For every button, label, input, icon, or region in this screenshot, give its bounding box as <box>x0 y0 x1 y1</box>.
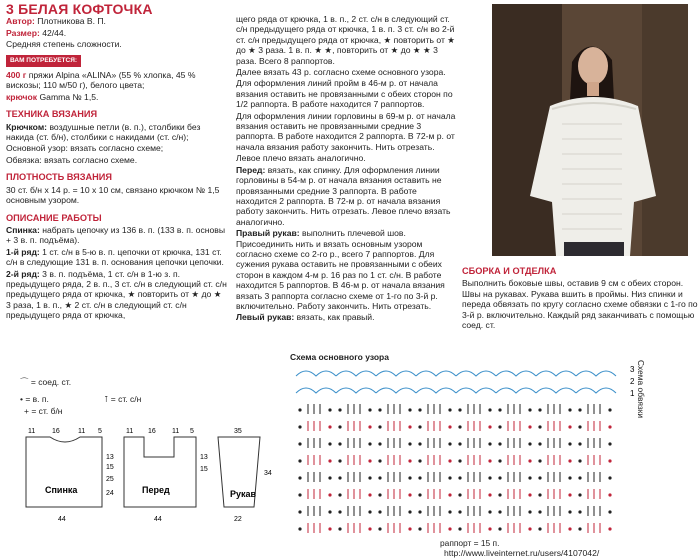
chain-dot <box>488 442 491 445</box>
chain-dot <box>328 425 331 428</box>
back-top-0: 11 <box>28 428 36 435</box>
chain-dot <box>378 425 381 428</box>
chain-dot <box>408 408 411 411</box>
chain-dot <box>528 408 531 411</box>
chain-dot <box>378 476 381 479</box>
model-photo <box>492 4 688 256</box>
chain-dot <box>608 527 611 530</box>
back-bottom: 44 <box>58 516 66 523</box>
col2-para-0: щего ряда от крючка, 1 в. п., 2 ст. с/н в следующий ст. с/н предыдущего ряда от крючка, 1 в. п. 3 ст. с/н во 2-й ст. с/н предыдущего ряда от крючка, ★ повторить от ★ до ★ 3 раза. 1 в. п. ★ ★, повторить от ★ до ★ ★ 3 раза. Всего 8 раппортов. <box>236 14 455 66</box>
chain-dot <box>568 442 571 445</box>
chain-dot <box>378 510 381 513</box>
chain-dot <box>408 442 411 445</box>
chain-dot <box>298 527 301 530</box>
back-top-1: 16 <box>52 428 60 435</box>
schema-side-label: Схема обвязки <box>636 360 646 419</box>
chain-dot <box>298 459 301 462</box>
chain-dot <box>298 442 301 445</box>
title-prefix: БЕЛАЯ <box>18 1 69 17</box>
chain-dot <box>568 425 571 428</box>
front-outline <box>124 437 196 507</box>
edging-arc <box>376 388 416 393</box>
chain-dot <box>528 476 531 479</box>
chain-dot <box>378 459 381 462</box>
chain-dot <box>458 442 461 445</box>
assembly-heading: СБОРКА И ОТДЕЛКА <box>462 266 557 276</box>
edging-arc <box>536 388 576 393</box>
chain-dot <box>328 459 331 462</box>
front-top-2: 11 <box>172 428 180 435</box>
chain-dot <box>528 442 531 445</box>
row2-text: 2-й ряд: 3 в. п. подъёма, 1 ст. с/н в 1-ю з. п. предыдущего ряда, 2 в. п., 3 ст. с/н в следующий ст. с/н предыдущего ряда от крючка, ★ повторить от ★ до ★ 3 раза, 1 в. п., ★ 2 ст. с/н в следующий ст. с/н предыдущего ряда от крючка, <box>6 268 227 321</box>
edging-arc <box>336 388 376 393</box>
chain-dot <box>448 476 451 479</box>
chain-dot <box>538 527 541 530</box>
chain-dot <box>608 442 611 445</box>
chain-dot <box>408 476 411 479</box>
edging-arc <box>376 371 416 376</box>
chain-dot <box>568 527 571 530</box>
front-top-1: 16 <box>148 428 156 435</box>
back-side-1: 15 <box>106 464 114 471</box>
chain-dot <box>418 408 421 411</box>
chain-dot <box>338 442 341 445</box>
chain-dot <box>498 459 501 462</box>
front-text: Перед: вязать, как спинку. Для оформления линии горловины в 54-м р. от начала вязания оставить не провязанными средние 3 раппорта. В работе находится 2 раппорта. В 72-м р. от начала вязания работу закончить. Нить отрезать. Левое плечо вязать аналогично. <box>236 164 451 227</box>
chain-dot <box>328 476 331 479</box>
chain-dot <box>608 459 611 462</box>
edging-arc <box>576 388 616 393</box>
legend-dc: ⊺ = ст. с/н <box>104 394 142 404</box>
chain-dot <box>328 408 331 411</box>
sleeve-label: Рукав <box>230 489 257 499</box>
back-top-3: 5 <box>98 428 102 435</box>
title-number: 3 <box>6 1 14 17</box>
col2-para-3: Для оформления линии горловины в 69-м р. от начала вязания оставить не провязанными средние 3 раппорта. В работе находится 2 раппорта. В 72-м р. от начала вязания работу закончить. Нить отрезать. <box>236 110 456 152</box>
hook-line: крючок Gamma № 1,5. <box>6 91 99 102</box>
chain-dot <box>488 493 491 496</box>
legend-sl: ⌒ = соед. ст. <box>20 377 72 387</box>
column-left <box>0 0 232 322</box>
chain-dot <box>298 510 301 513</box>
chain-dot <box>528 510 531 513</box>
edging-row-2: 1 <box>630 389 635 398</box>
chain-dot <box>298 408 301 411</box>
edging-arc <box>496 371 536 376</box>
front-side-1: 15 <box>200 466 208 473</box>
sleeve-side: 34 <box>264 470 272 477</box>
edging-arc <box>496 388 536 393</box>
chain-dot <box>568 476 571 479</box>
back-text: Спинка: набрать цепочку из 136 в. п. (133 в. п. основы + 3 в. п. подъёма). <box>6 224 226 246</box>
chain-dot <box>568 408 571 411</box>
chain-dot <box>408 510 411 513</box>
front-bottom: 44 <box>154 516 162 523</box>
edging-row-numbers <box>628 362 640 402</box>
chain-dot <box>458 493 461 496</box>
chain-dot <box>458 459 461 462</box>
stitch-schema <box>290 362 630 544</box>
front-side-0: 13 <box>200 454 208 461</box>
title-main: КОФТОЧКА <box>72 1 153 17</box>
chain-dot <box>298 425 301 428</box>
chain-dot <box>338 527 341 530</box>
edging-arc <box>536 371 576 376</box>
edging-arc <box>416 371 456 376</box>
chain-dot <box>338 425 341 428</box>
chain-dot <box>488 510 491 513</box>
col2-para-2: Для оформления линий пройм в 46-м р. от начала вязания оставить не провязанными с обеих сторон по 1/2 раппорта. В работе находится 7 раппортов. <box>236 78 453 110</box>
chain-dot <box>528 425 531 428</box>
chain-dot <box>448 408 451 411</box>
assembly-text: Выполнить боковые швы, оставив 9 см с обеих сторон. Швы на рукавах. Рукава вшить в проймы. Низ спинки и переда обвязать по кругу согласно схеме обвязки с 1-го по 3-й р. включительно. Каждый ряд заканчивать с помощью соед. ст. <box>462 278 698 331</box>
sleeve-top: 35 <box>234 428 242 435</box>
chain-dot <box>458 527 461 530</box>
chain-dot <box>328 493 331 496</box>
chain-dot <box>528 493 531 496</box>
legend-ch: • = в. п. <box>20 394 49 404</box>
chain-dot <box>448 459 451 462</box>
back-outline <box>26 437 102 507</box>
technique-hook: Крючком: воздушные петли (в. п.), столбики без накида (ст. б/н), столбики с накидами (ст. с/н); <box>6 121 201 143</box>
photo-illustration <box>492 4 688 256</box>
chain-dot <box>408 527 411 530</box>
edging-row-0: 3 <box>630 365 635 374</box>
chain-dot <box>408 425 411 428</box>
chain-dot <box>578 476 581 479</box>
chain-dot <box>578 510 581 513</box>
chain-dot <box>408 459 411 462</box>
chain-dot <box>368 493 371 496</box>
chain-dot <box>368 510 371 513</box>
legend-sc: + = ст. б/н <box>24 406 63 416</box>
chain-dot <box>448 442 451 445</box>
technique-heading: ТЕХНИКА ВЯЗАНИЯ <box>6 109 98 120</box>
chain-dot <box>418 425 421 428</box>
chain-dot <box>528 527 531 530</box>
back-top-2: 11 <box>78 428 86 435</box>
chain-dot <box>578 408 581 411</box>
author-line: Автор: Плотникова В. П. <box>6 16 106 27</box>
edging-arc <box>456 371 496 376</box>
chain-dot <box>578 527 581 530</box>
technique-main: Основной узор: вязать согласно схеме; <box>6 143 164 154</box>
chain-dot <box>578 425 581 428</box>
yarn-line: 400 г пряжи Alpina «ALINA» (55 % хлопка, 45 % вискозы; 110 м/50 г), белого цвета; <box>6 70 196 91</box>
chain-dot <box>448 425 451 428</box>
chain-dot <box>538 408 541 411</box>
front-top-0: 11 <box>126 428 134 435</box>
chain-dot <box>378 408 381 411</box>
chain-dot <box>578 459 581 462</box>
chain-dot <box>408 493 411 496</box>
chain-dot <box>488 527 491 530</box>
chain-dot <box>608 493 611 496</box>
desc-heading: ОПИСАНИЕ РАБОТЫ <box>6 212 102 223</box>
chain-dot <box>328 527 331 530</box>
left-sleeve-text: Левый рукав: вязать, как правый. <box>236 312 375 323</box>
chain-dot <box>368 425 371 428</box>
chain-dot <box>368 408 371 411</box>
chain-dot <box>498 408 501 411</box>
sleeve-bottom: 22 <box>234 516 242 523</box>
chain-dot <box>498 425 501 428</box>
front-top-3: 5 <box>190 428 194 435</box>
density-text: 30 ст. б/н х 14 р. = 10 х 10 см, связано крючком № 1,5 основным узором. <box>6 184 220 206</box>
column-right <box>462 266 700 331</box>
chain-dot <box>458 425 461 428</box>
chain-dot <box>488 425 491 428</box>
edging-arc <box>296 388 336 393</box>
chain-dot <box>368 459 371 462</box>
chain-dot <box>448 510 451 513</box>
front-label: Перед <box>142 485 170 495</box>
chain-dot <box>578 493 581 496</box>
chain-dot <box>338 476 341 479</box>
chain-dot <box>498 510 501 513</box>
chain-dot <box>338 493 341 496</box>
chain-dot <box>338 459 341 462</box>
chain-dot <box>378 442 381 445</box>
chain-dot <box>458 510 461 513</box>
chain-dot <box>448 527 451 530</box>
edging-arc <box>296 371 336 376</box>
chain-dot <box>418 527 421 530</box>
garment-patterns <box>20 425 280 550</box>
col2-para-4: Левое плечо вязать аналогично. <box>236 153 366 164</box>
need-badge: ВАМ ПОТРЕБУЕТСЯ: <box>6 55 81 67</box>
chain-dot <box>298 476 301 479</box>
density-heading: ПЛОТНОСТЬ ВЯЗАНИЯ <box>6 172 113 183</box>
difficulty: Средняя степень сложности. <box>6 39 122 50</box>
chain-dot <box>538 510 541 513</box>
chain-dot <box>368 527 371 530</box>
size-line: Размер: 42/44. <box>6 27 67 38</box>
chain-dot <box>578 442 581 445</box>
chain-dot <box>418 459 421 462</box>
chain-dot <box>528 459 531 462</box>
chain-dot <box>538 476 541 479</box>
chain-dot <box>488 408 491 411</box>
chain-dot <box>498 493 501 496</box>
chain-dot <box>458 476 461 479</box>
page-title <box>6 1 228 17</box>
chain-dot <box>418 442 421 445</box>
chain-dot <box>538 493 541 496</box>
edging-row-1: 2 <box>630 377 635 386</box>
chain-dot <box>498 476 501 479</box>
chain-dot <box>488 476 491 479</box>
chain-dot <box>568 493 571 496</box>
chain-dot <box>458 408 461 411</box>
edging-arc <box>416 388 456 393</box>
schema-title: Схема основного узора <box>290 352 389 362</box>
chain-dot <box>418 493 421 496</box>
chain-dot <box>328 442 331 445</box>
chain-dot <box>338 408 341 411</box>
chain-dot <box>338 510 341 513</box>
back-side-2: 25 <box>106 476 114 483</box>
edging-arc <box>336 371 376 376</box>
technique-edging: Обвязка: вязать согласно схеме. <box>6 154 138 165</box>
chain-dot <box>498 527 501 530</box>
chain-dot <box>608 408 611 411</box>
back-side-0: 13 <box>106 454 114 461</box>
chain-dot <box>448 493 451 496</box>
chain-dot <box>538 459 541 462</box>
chain-dot <box>488 459 491 462</box>
row1-text: 1-й ряд: 1 ст. с/н в 5-ю в. п. цепочки от крючка, 131 ст. с/н в следующие 131 в. п. основания цепочки цепочки. <box>6 246 224 268</box>
chain-dot <box>378 527 381 530</box>
source-url: http://www.liveinternet.ru/users/4107042/ <box>444 548 600 558</box>
chain-dot <box>568 510 571 513</box>
rapport-label: раппорт = 15 п. <box>440 538 500 548</box>
edging-arc <box>576 371 616 376</box>
chain-dot <box>608 510 611 513</box>
chain-dot <box>298 493 301 496</box>
chain-dot <box>498 442 501 445</box>
chain-dot <box>368 476 371 479</box>
chain-dot <box>568 459 571 462</box>
chain-dot <box>368 442 371 445</box>
back-label: Спинка <box>45 485 78 495</box>
back-side-3: 24 <box>106 490 114 497</box>
edging-arc <box>456 388 496 393</box>
chain-dot <box>378 493 381 496</box>
right-sleeve-text: Правый рукав: выполнить плечевой шов. Присоединить нить и вязать основным узором согласно схеме со 2-го р., всего 7 раппортов. Для сужения рукава оставить не провязанными с обеих сторон в каждом 4-м р. 16 раз по 1 ст. с/н. В работе находится 5 раппортов. В 46-м р. от начала вязания вязать 3 раппорта согласно схеме от 1-го по 3-й р. включительно. Работу закончить. Нить отрезать. <box>236 228 445 311</box>
chain-dot <box>538 425 541 428</box>
chain-dot <box>418 510 421 513</box>
column-middle <box>234 14 460 324</box>
chain-dot <box>608 476 611 479</box>
chain-dot <box>608 425 611 428</box>
col2-para-1: Далее вязать 43 р. согласно схеме основного узора. <box>236 67 446 78</box>
chain-dot <box>418 476 421 479</box>
chain-dot <box>328 510 331 513</box>
chain-dot <box>538 442 541 445</box>
